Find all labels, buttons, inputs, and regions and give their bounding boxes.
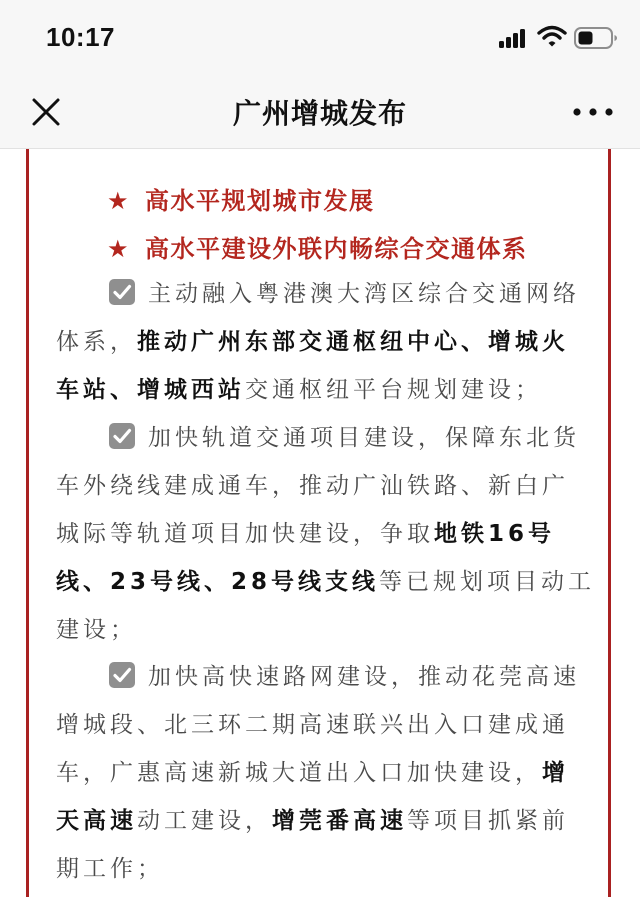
status-time: 10:17 xyxy=(46,22,115,52)
checkbox-checked-icon xyxy=(108,422,136,450)
section-heading-text: 高水平建设外联内畅综合交通体系 xyxy=(145,235,528,263)
body-text: 等项目抓紧前 xyxy=(407,808,569,834)
section-heading xyxy=(107,181,375,216)
more-icon[interactable] xyxy=(570,98,616,126)
status-bar xyxy=(0,0,640,76)
checkbox-checked-icon xyxy=(108,661,136,689)
text-line xyxy=(56,749,586,797)
bold-text: 地铁16号 xyxy=(434,521,556,547)
section-heading-text: 高水平规划城市发展 xyxy=(145,187,375,215)
text-line xyxy=(56,606,586,654)
text-line xyxy=(56,462,586,510)
nav-bar xyxy=(0,76,640,149)
list-item xyxy=(56,653,586,893)
page-title: 广州增城发布 xyxy=(232,97,407,130)
frame-border-right xyxy=(608,149,611,897)
text-line xyxy=(56,270,586,318)
star-icon: ★ xyxy=(107,187,131,215)
list-item xyxy=(56,270,586,414)
text-line xyxy=(56,510,586,558)
text-line xyxy=(56,701,586,749)
bold-text: 天高速 xyxy=(56,808,137,834)
body-text: 交通枢纽平台规划建设； xyxy=(245,377,542,403)
frame-border-left xyxy=(26,149,29,897)
signal-icon xyxy=(499,28,529,48)
bold-text: 增莞番高速 xyxy=(272,808,407,834)
body-text: 车，广惠高速新城大道出入口加快建设， xyxy=(56,760,542,786)
body-text: 等已规划项目动工 xyxy=(379,569,596,595)
body-text: 期工作； xyxy=(56,856,164,882)
body-text: 城际等轨道项目加快建设，争取 xyxy=(56,521,434,547)
body-text: 加快轨道交通项目建设，保障东北货 xyxy=(148,425,580,451)
body-text: 增城段、北三环二期高速联兴出入口建成通 xyxy=(56,712,569,738)
text-line xyxy=(56,414,586,462)
bold-text: 线、23号线、28号线支线 xyxy=(56,569,380,595)
wifi-icon xyxy=(537,24,567,48)
text-line xyxy=(56,797,586,845)
body-text: 动工建设， xyxy=(137,808,272,834)
text-line xyxy=(56,558,596,606)
article-body xyxy=(0,149,640,897)
body-text: 加快高快速路网建设，推动花莞高速 xyxy=(148,664,580,690)
text-line xyxy=(56,318,586,366)
checkbox-checked-icon xyxy=(108,278,136,306)
body-text: 体系， xyxy=(56,329,137,355)
text-line xyxy=(56,845,586,893)
list-item xyxy=(56,414,596,654)
bold-text: 车站、增城西站 xyxy=(56,377,245,403)
star-icon: ★ xyxy=(107,235,131,263)
text-line xyxy=(56,366,586,414)
body-text: 车外绕线建成通车，推动广汕铁路、新白广 xyxy=(56,473,569,499)
bold-text: 增 xyxy=(542,760,569,786)
body-text: 主动融入粤港澳大湾区综合交通网络 xyxy=(148,281,580,307)
bold-text: 推动广州东部交通枢纽中心、增城火 xyxy=(137,329,569,355)
battery-icon xyxy=(574,27,618,49)
body-text: 建设； xyxy=(56,617,137,643)
section-heading xyxy=(107,229,528,264)
text-line xyxy=(56,653,586,701)
